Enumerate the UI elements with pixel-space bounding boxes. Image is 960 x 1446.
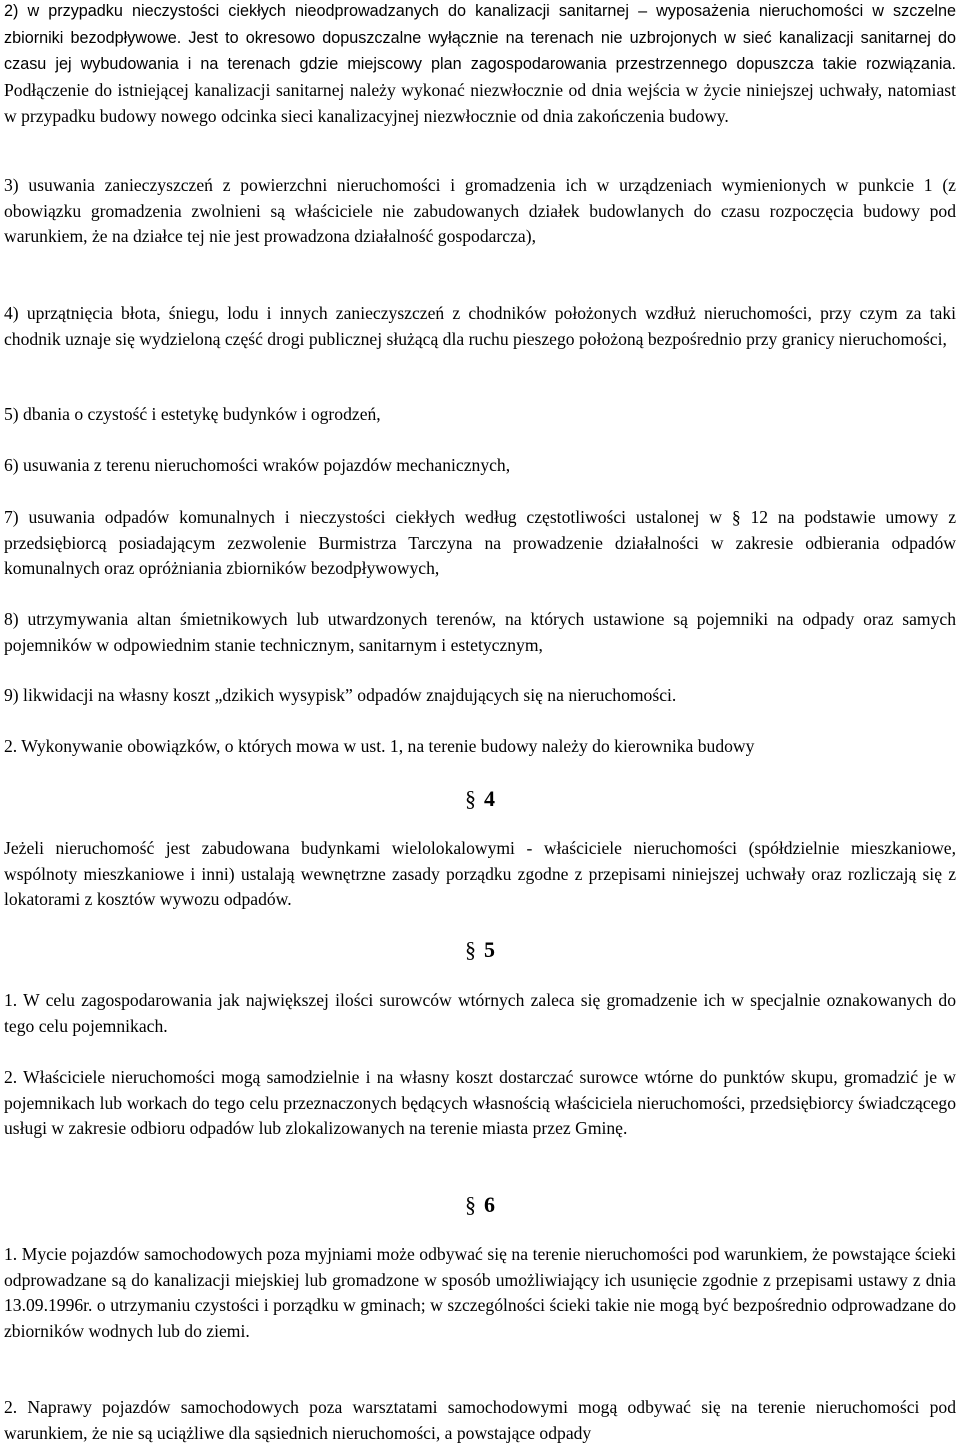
paragraph-item-6: 6) usuwania z terenu nieruchomości wraków pojazdów mechanicznych,	[4, 455, 511, 475]
paragraph-item-4: 4) uprzątnięcia błota, śniegu, lodu i innych zanieczyszczeń z chodników położonych wzdłuż nieruchomości, przy czym za taki chodnik uznaje się wydzieloną część drogi publicznej służącą dla ruchu pieszego położoną bezpośrednio przy granicy nieruchomości,	[4, 303, 956, 349]
section-5-point-1: 1. W celu zagospodarowania jak największej ilości surowców wtórnych zaleca się gromadzenie ich w specjalnie oznakowanych do tego celu pojemnikach.	[4, 990, 956, 1036]
section-6-point-2: 2. Naprawy pojazdów samochodowych poza warsztatami samochodowymi mogą odbywać się na terenie nieruchomości pod warunkiem, że nie są uciążliwe dla sąsiednich nieruchomości, a powstające odpady	[4, 1397, 956, 1443]
section-heading-4	[4, 786, 956, 812]
section-6-point-1: 1. Mycie pojazdów samochodowych poza myjniami może odbywać się na terenie nieruchomości pod warunkiem, że powstające ścieki odprowadzane są do kanalizacji miejskiej lub gromadzone w sposób umożliwiający ich usunięcie zgodnie z przepisami ustawy z dnia 13.09.1996r. o utrzymaniu czystości i porządku w gminach; w szczególności ścieki takie nie mogą być bezpośrednio odprowadzane do zbiorników wodnych lub do ziemi.	[4, 1244, 956, 1342]
paragraph-ust-2: 2. Wykonywanie obowiązków, o których mowa w ust. 1, na terenie budowy należy do kierownika budowy	[4, 736, 755, 756]
section-sign: §	[465, 786, 476, 811]
paragraph-item-2	[4, 0, 956, 130]
paragraph-item-2-sans-text: 2) w przypadku nieczystości ciekłych nieodprowadzanych do kanalizacji sanitarnej – wyposażenia nieruchomości w szczelne zbiorniki bezodpływowe. Jest to okresowo dopuszczalne wyłącznie na terenach nie uzbrojonych w sieć kanalizacji sanitarnej do czasu jej wybudowania i na terenach gdzie miejscowy plan zagospodarowania przestrzennego dopuszcza takie rozwiązania.	[4, 2, 956, 74]
section-sign: §	[465, 1192, 476, 1217]
section-5-point-2: 2. Właściciele nieruchomości mogą samodzielnie i na własny koszt dostarczać surowce wtórne do punktów skupu, gromadzić je w pojemnikach lub workach do tego celu przeznaczonych będących własnością właściciela nieruchomości, przedsiębiorcy świadczącego usługi w zakresie odbioru odpadów lub zlokalizowanych na terenie miasta przez Gminę.	[4, 1067, 956, 1139]
paragraph-item-7: 7) usuwania odpadów komunalnych i nieczystości ciekłych według częstotliwości ustalonej w § 12 na podstawie umowy z przedsiębiorcą posiadającym zezwolenie Burmistrza Tarczyna na prowadzenie działalności w zakresie odbierania odpadów komunalnych oraz opróżniania zbiorników bezodpływowych,	[4, 507, 956, 579]
paragraph-item-2-serif-text: Podłączenie do istniejącej kanalizacji sanitarnej należy wykonać niezwłocznie od dnia wejścia w życie niniejszej uchwały, natomiast w przypadku budowy nowego odcinka sieci kanalizacyjnej niezwłocznie od dnia zakończenia budowy.	[4, 80, 956, 126]
section-number: 5	[484, 937, 495, 962]
paragraph-item-3: 3) usuwania zanieczyszczeń z powierzchni nieruchomości i gromadzenia ich w urządzeniach wymienionych w punkcie 1 (z obowiązku gromadzenia zwolnieni są właściciele nie zabudowanych działek budowlanych do czasu rozpoczęcia budowy pod warunkiem, że na działce tej nie jest prowadzona działalność gospodarcza),	[4, 175, 956, 247]
section-heading-6	[4, 1192, 956, 1218]
paragraph-item-5: 5) dbania o czystość i estetykę budynków i ogrodzeń,	[4, 404, 381, 424]
section-sign: §	[465, 937, 476, 962]
section-4-text: Jeżeli nieruchomość jest zabudowana budynkami wielolokalowymi - właściciele nieruchomości (spółdzielnie mieszkaniowe, wspólnoty mieszkaniowe i inni) ustalają wewnętrzne zasady porządku zgodne z przepisami niniejszej uchwały oraz rozliczają się z lokatorami z kosztów wywozu odpadów.	[4, 838, 956, 910]
section-heading-5	[4, 937, 956, 963]
section-number: 6	[484, 1192, 495, 1217]
paragraph-item-9: 9) likwidacji na własny koszt „dzikich wysypisk” odpadów znajdujących się na nieruchomości.	[4, 685, 677, 705]
section-number: 4	[484, 786, 495, 811]
paragraph-item-8: 8) utrzymywania altan śmietnikowych lub utwardzonych terenów, na których ustawione są pojemniki na odpady oraz samych pojemników w odpowiednim stanie technicznym, sanitarnym i estetycznym,	[4, 609, 956, 655]
